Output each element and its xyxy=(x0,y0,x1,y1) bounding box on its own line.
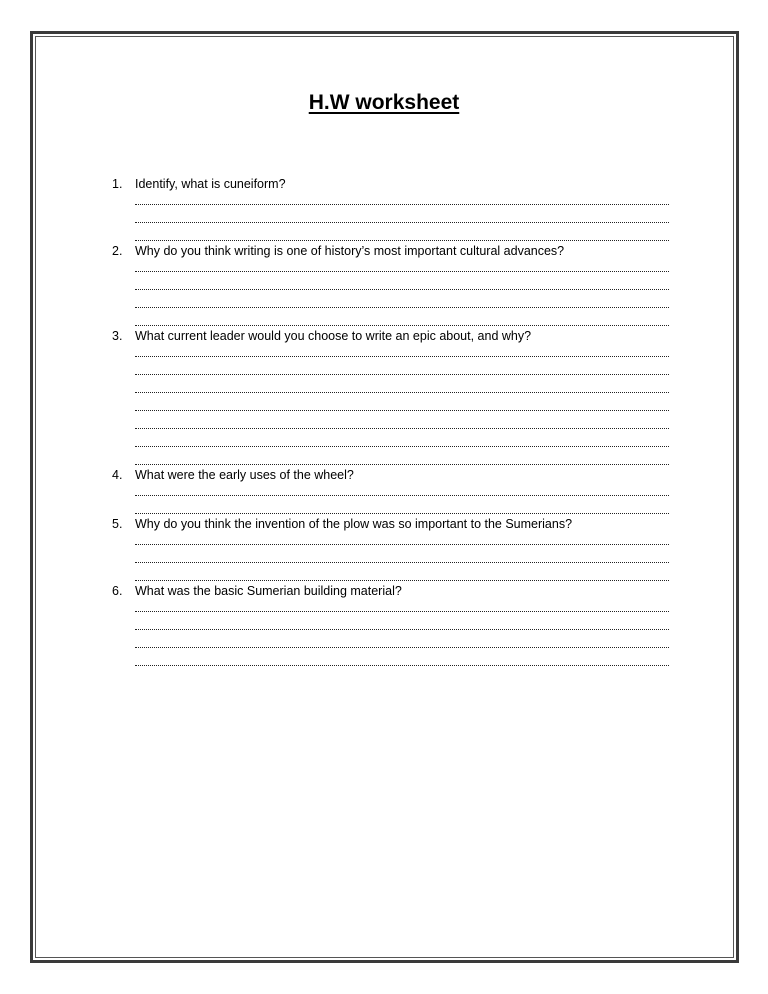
question-2 xyxy=(112,241,672,261)
question-1 xyxy=(112,174,672,194)
answer-line[interactable] xyxy=(135,375,669,393)
question-text: What was the basic Sumerian building material? xyxy=(135,584,402,598)
question-text: Why do you think writing is one of history’s most important cultural advances? xyxy=(135,244,565,258)
answer-line[interactable] xyxy=(135,272,669,290)
answer-line[interactable] xyxy=(135,346,669,357)
answer-line[interactable] xyxy=(135,290,669,308)
answer-line[interactable] xyxy=(135,545,669,563)
answer-line[interactable] xyxy=(135,485,669,496)
question-number: 3. xyxy=(112,329,123,343)
question-text: What current leader would you choose to write an epic about, and why? xyxy=(135,329,532,343)
question-6 xyxy=(112,581,672,601)
answer-line[interactable] xyxy=(135,393,669,411)
answer-line[interactable] xyxy=(135,205,669,223)
question-3 xyxy=(112,326,672,346)
answer-line[interactable] xyxy=(135,447,669,465)
question-number: 1. xyxy=(112,177,123,191)
question-5 xyxy=(112,514,672,534)
question-text: Identify, what is cuneiform? xyxy=(135,177,286,191)
questions-list xyxy=(112,174,672,666)
question-number: 6. xyxy=(112,584,123,598)
answer-line[interactable] xyxy=(135,429,669,447)
question-4 xyxy=(112,465,672,485)
answer-line[interactable] xyxy=(135,648,669,666)
worksheet-title: H.W worksheet xyxy=(308,91,460,114)
question-number: 4. xyxy=(112,468,123,482)
question-text: What were the early uses of the wheel? xyxy=(135,468,354,482)
answer-line[interactable] xyxy=(135,261,669,272)
answer-line[interactable] xyxy=(135,601,669,612)
question-number: 2. xyxy=(112,244,123,258)
answer-line[interactable] xyxy=(135,411,669,429)
answer-line[interactable] xyxy=(135,308,669,326)
question-text: Why do you think the invention of the plow was so important to the Sumerians? xyxy=(135,517,573,531)
answer-line[interactable] xyxy=(135,612,669,630)
answer-line[interactable] xyxy=(135,357,669,375)
answer-line[interactable] xyxy=(135,563,669,581)
answer-line[interactable] xyxy=(135,534,669,545)
answer-line[interactable] xyxy=(135,223,669,241)
answer-line[interactable] xyxy=(135,194,669,205)
answer-line[interactable] xyxy=(135,630,669,648)
answer-line[interactable] xyxy=(135,496,669,514)
question-number: 5. xyxy=(112,517,123,531)
